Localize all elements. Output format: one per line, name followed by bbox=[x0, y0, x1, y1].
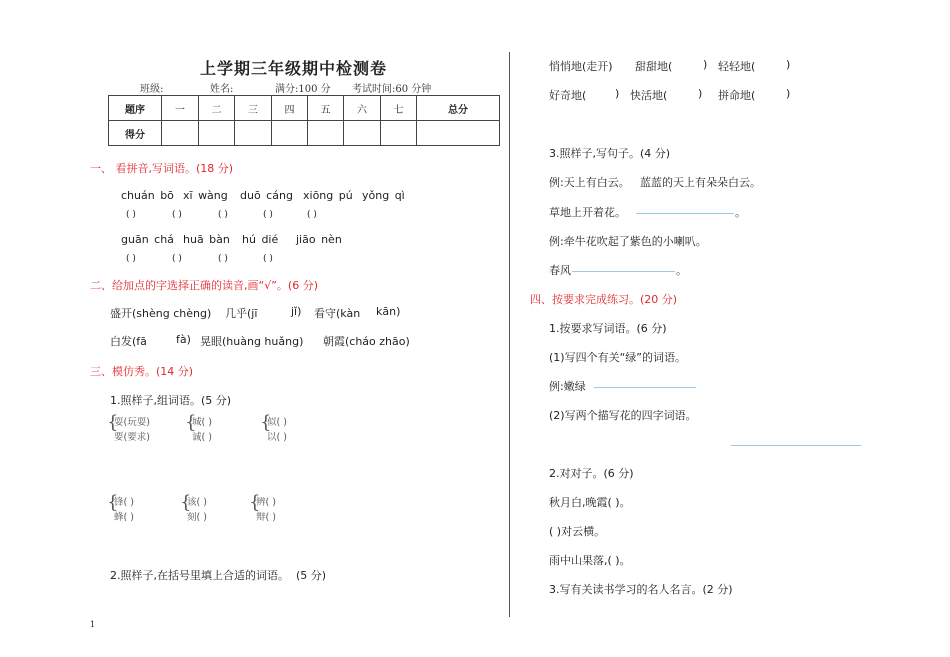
score-cell[interactable] bbox=[308, 121, 344, 146]
brace-icon: { bbox=[107, 492, 119, 513]
fill-item[interactable]: ) bbox=[786, 87, 791, 100]
table-row bbox=[109, 121, 500, 146]
question-text: (2)写两个描写花的四字词语。 bbox=[549, 409, 697, 422]
question-text: (1)写四个有关“绿”的词语。 bbox=[549, 351, 686, 364]
example-answer: 蓝蓝的天上有朵朵白云。 bbox=[640, 176, 761, 189]
answer-blank[interactable] bbox=[572, 271, 675, 272]
word-group-item[interactable]: 该( ) bbox=[187, 497, 207, 508]
time-label: 考试时间:60 分钟 bbox=[352, 84, 432, 95]
brace-icon: { bbox=[180, 492, 192, 513]
section3-heading: 三、模仿秀。(14 分) bbox=[90, 365, 194, 378]
section1-heading: 一、 看拼音,写词语。(18 分) bbox=[90, 162, 234, 175]
score-row-label: 得分 bbox=[109, 121, 162, 146]
answer-paren[interactable]: ( ) bbox=[263, 210, 273, 220]
name-label: 姓名: bbox=[210, 84, 234, 95]
pinyin-item: hú dié bbox=[242, 233, 279, 246]
score-cell[interactable] bbox=[162, 121, 199, 146]
word-group-item[interactable]: 刻( ) bbox=[187, 512, 207, 523]
word-group-item[interactable]: 蜂( ) bbox=[114, 512, 134, 523]
sentence-end: 。 bbox=[676, 264, 687, 277]
score-cell[interactable] bbox=[235, 121, 272, 146]
score-cell[interactable] bbox=[381, 121, 417, 146]
word-group-item[interactable]: 锋( ) bbox=[114, 497, 134, 508]
example-text: 例:牵牛花吹起了紫色的小喇叭。 bbox=[549, 235, 707, 248]
word-group-item[interactable]: 以( ) bbox=[267, 432, 287, 443]
section4-heading: 四、按要求完成练习。(20 分) bbox=[530, 293, 678, 306]
score-cell[interactable] bbox=[417, 121, 500, 146]
pronunciation-choice[interactable]: 白发(fā bbox=[110, 335, 147, 348]
table-header-cell: 二 bbox=[199, 96, 235, 121]
couplet-line[interactable]: 秋月白,晚霞( )。 bbox=[549, 496, 631, 509]
pinyin-item: jiāo nèn bbox=[296, 233, 342, 246]
word-group-item[interactable]: 诚( ) bbox=[192, 432, 212, 443]
answer-paren[interactable]: ( ) bbox=[126, 254, 136, 264]
pronunciation-choice[interactable]: fà) bbox=[176, 333, 191, 346]
answer-paren[interactable]: ( ) bbox=[263, 254, 273, 264]
answer-blank[interactable] bbox=[636, 213, 734, 214]
pronunciation-choice[interactable]: jǐ) bbox=[291, 305, 302, 318]
example-text: 例:嫩绿 bbox=[549, 380, 586, 393]
answer-paren[interactable]: ( ) bbox=[172, 254, 182, 264]
pinyin-item: chuán bō bbox=[121, 189, 174, 202]
pronunciation-choice[interactable]: 晃眼(huàng huǎng) bbox=[200, 335, 304, 348]
table-header-cell: 一 bbox=[162, 96, 199, 121]
table-header-cell: 五 bbox=[308, 96, 344, 121]
fill-item[interactable]: 快活地( bbox=[630, 89, 668, 102]
example-text: 例:天上有白云。 bbox=[549, 176, 630, 189]
answer-paren[interactable]: ( ) bbox=[126, 210, 136, 220]
pinyin-item: yǒng qì bbox=[362, 189, 405, 202]
score-cell[interactable] bbox=[272, 121, 308, 146]
fill-item[interactable]: 拼命地( bbox=[718, 89, 756, 102]
word-group-item: 要(要求) bbox=[114, 432, 150, 443]
pinyin-item: xī wàng bbox=[183, 189, 228, 202]
answer-paren[interactable]: ( ) bbox=[172, 210, 182, 220]
page-number: 1 bbox=[90, 620, 96, 629]
question-score: (5 分) bbox=[296, 569, 327, 582]
table-header-cell: 题序 bbox=[109, 96, 162, 121]
column-divider bbox=[509, 52, 510, 617]
question-text: 2.对对子。(6 分) bbox=[549, 467, 634, 480]
pronunciation-choice[interactable]: 朝霞(cháo zhāo) bbox=[323, 335, 410, 348]
question-text: 2.照样子,在括号里填上合适的词语。 bbox=[110, 569, 289, 582]
word-group-item[interactable]: 似( ) bbox=[267, 417, 287, 428]
couplet-line[interactable]: ( )对云横。 bbox=[549, 525, 606, 538]
pronunciation-choice[interactable]: 看守(kàn bbox=[314, 307, 361, 320]
table-row bbox=[109, 96, 500, 121]
table-header-cell: 总分 bbox=[417, 96, 500, 121]
score-cell[interactable] bbox=[199, 121, 235, 146]
sentence-end: 。 bbox=[735, 206, 746, 219]
fill-item[interactable]: ) bbox=[703, 58, 708, 71]
table-header-cell: 三 bbox=[235, 96, 272, 121]
answer-paren[interactable]: ( ) bbox=[218, 210, 228, 220]
fill-item[interactable]: ) bbox=[786, 58, 791, 71]
word-group-item: 耍(玩耍) bbox=[114, 417, 150, 428]
question-text: 1.按要求写词语。(6 分) bbox=[549, 322, 667, 335]
sentence-prompt: 春风 bbox=[549, 264, 571, 277]
score-cell[interactable] bbox=[344, 121, 381, 146]
pinyin-item: huā bàn bbox=[183, 233, 230, 246]
section2-heading: 二、给加点的字选择正确的读音,画“√”。(6 分) bbox=[90, 279, 318, 292]
word-group-item[interactable]: 城( ) bbox=[192, 417, 212, 428]
brace-icon: { bbox=[249, 492, 261, 513]
fill-item[interactable]: ) bbox=[698, 87, 703, 100]
answer-blank[interactable] bbox=[594, 387, 696, 388]
word-group-item[interactable]: 辨( ) bbox=[256, 497, 276, 508]
class-label: 班级: bbox=[140, 84, 164, 95]
pinyin-item: xiōng pú bbox=[303, 189, 353, 202]
question-text: 3.照样子,写句子。(4 分) bbox=[549, 147, 671, 160]
score-table bbox=[108, 95, 500, 146]
pinyin-item: guān chá bbox=[121, 233, 174, 246]
table-header-cell: 六 bbox=[344, 96, 381, 121]
question-text: 3.写有关读书学习的名人名言。(2 分) bbox=[549, 583, 733, 596]
couplet-line[interactable]: 雨中山果落,( )。 bbox=[549, 554, 631, 567]
table-header-cell: 七 bbox=[381, 96, 417, 121]
fill-item[interactable]: ) bbox=[615, 87, 620, 100]
fill-item: 悄悄地(走开) bbox=[549, 60, 613, 73]
brace-icon: { bbox=[185, 412, 197, 433]
answer-blank[interactable] bbox=[731, 445, 861, 446]
brace-icon: { bbox=[260, 412, 272, 433]
pinyin-item: duō cáng bbox=[240, 189, 293, 202]
pronunciation-choice[interactable]: 几乎(jī bbox=[225, 307, 258, 320]
table-header-cell: 四 bbox=[272, 96, 308, 121]
fill-item[interactable]: 好奇地( bbox=[549, 89, 587, 102]
fill-item[interactable]: 甜甜地( bbox=[635, 60, 673, 73]
pronunciation-choice[interactable]: kān) bbox=[376, 305, 401, 318]
word-group-item[interactable]: 辩( ) bbox=[256, 512, 276, 523]
page-title: 上学期三年级期中检测卷 bbox=[200, 59, 388, 78]
sentence-prompt: 草地上开着花。 bbox=[549, 206, 626, 219]
fill-item[interactable]: 轻轻地( bbox=[718, 60, 756, 73]
answer-paren[interactable]: ( ) bbox=[218, 254, 228, 264]
brace-icon: { bbox=[107, 412, 119, 433]
answer-paren[interactable]: ( ) bbox=[307, 210, 317, 220]
question-text: 1.照样子,组词语。(5 分) bbox=[110, 394, 232, 407]
full-score-label: 满分:100 分 bbox=[275, 84, 331, 95]
pronunciation-choice[interactable]: 盛开(shèng chèng) bbox=[110, 307, 212, 320]
